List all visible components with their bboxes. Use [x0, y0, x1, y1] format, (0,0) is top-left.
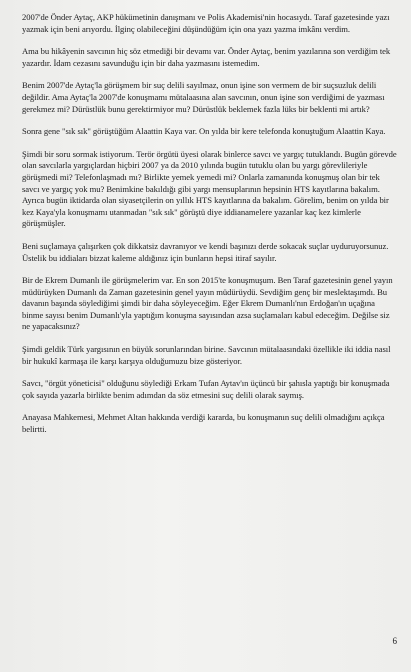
- paragraph-3: Benim 2007'de Aytaç'la görüşmem bir suç delili sayılmaz, onun işine son vermem de bir suçsuzluk delili değildir. Ama Aytaç'la 2007'de konuşmamı mütalaasına alan savcının, onun işine son verdiğimi de yazması gerekmez mi? Dürüstlük bunu gerektirmiyor mu? Dürüstlük beklemek fazla lüks bir beklenti mi artık?: [22, 80, 385, 114]
- paragraph-1: 2007'de Önder Aytaç, AKP hükümetinin danışmanı ve Polis Akademisi'nin hocasıydı. Taraf gazetesinde yazı yazmak için beni arıyordu. İlginç olabileceğini düşündüğüm için ona yazı yazma imkânı verdim.: [22, 12, 390, 34]
- paragraph-7: Bir de Ekrem Dumanlı ile görüşmelerim var. En son 2015'te konuşmuşum. Ben Taraf gazetesinin genel yayın müdürüyken Dumanlı da Zaman gazetesinin genel yayın müdürüydü. Sevdiğim genç bir meslektaşımdı. Bu davanın başında söylediğimi şimdi bir daha söyleyeceğim. Eğer Ekrem Dumanlı'nın Erdoğan'ın uçağına binme sayısı benim Dumanlı'yla yaptığım konuşma sayısından azsa suçlamaları kabul edeceğim. Değilse siz ne yapacaksınız?: [22, 275, 393, 332]
- paragraph-6: Beni suçlamaya çalışırken çok dikkatsiz davranıyor ve kendi başınızı derde sokacak suçlar uyduruyorsunuz. Üstelik bu iddiaları bizzat kaleme aldığınız için bunların hepsi itiraf sayılır.: [22, 240, 389, 263]
- paragraph-2: Ama bu hikâyenin savcının hiç söz etmediği bir devamı var. Önder Aytaç, benim yazılarına son verdiğim tek yazardır. İdam cezasını savunduğu için bir daha yazmasını istemedim.: [22, 46, 391, 68]
- paragraph-9: Savcı, "örgüt yöneticisi" olduğunu söylediği Erkam Tufan Aytav'ın üçüncü bir şahısla yaptığı bir konuşmada çok sayıda yazarla birlikte benim adımdan da söz etmesini suç delili olarak saymış.: [22, 378, 390, 400]
- paragraph-4: Sonra gene "sık sık" görüştüğüm Alaattin Kaya var. On yılda bir kere telefonda konuştuğum Alaattin Kaya.: [22, 126, 386, 137]
- paragraph-10: Anayasa Mahkemesi, Mehmet Altan hakkında verdiği kararda, bu konuşmanın suç delili olmadığını açıkça belirtti.: [22, 412, 385, 435]
- paragraph-5: Şimdi bir soru sormak istiyorum. Terör örgütü üyesi olarak binlerce savcı ve yargıç tutuklandı. Bugün görevde olan savcılarla yargıçlardan hiçbiri 2007 ya da 2010 yılında bugün tutuklu olan bu yargı görevlileriyle görüşmedi mi? Telefonlaşmadı mı? Birlikte yemek yemedi mi? Onlarla zamanında konuşmuş olan bir tek savcı ve yargıç yok mu? Benimkine bakıldığı gibi yargı mensuplarının hepsinin HTS kayıtlarına bakalım. Ayrıca bugün iktidarda olan siyasetçilerin on yıllık HTS kayıtlarına da bakalım. Görelim, benim on yılda bir kez Kaya'yla konuşmamı utanmadan "sık sık" görüştü diye iddianamelere yazanlar kaç kez kimlerle görüşmüşler.: [22, 148, 397, 229]
- page-number: 6: [392, 636, 397, 646]
- paragraph-8: Şimdi geldik Türk yargısının en büyük sorunlarından birine. Savcının mütalaasındaki özellikle iki iddia nasıl bir hukukî karmaşa ile karşı karşıya olduğumuzu bize gösteriyor.: [22, 344, 391, 366]
